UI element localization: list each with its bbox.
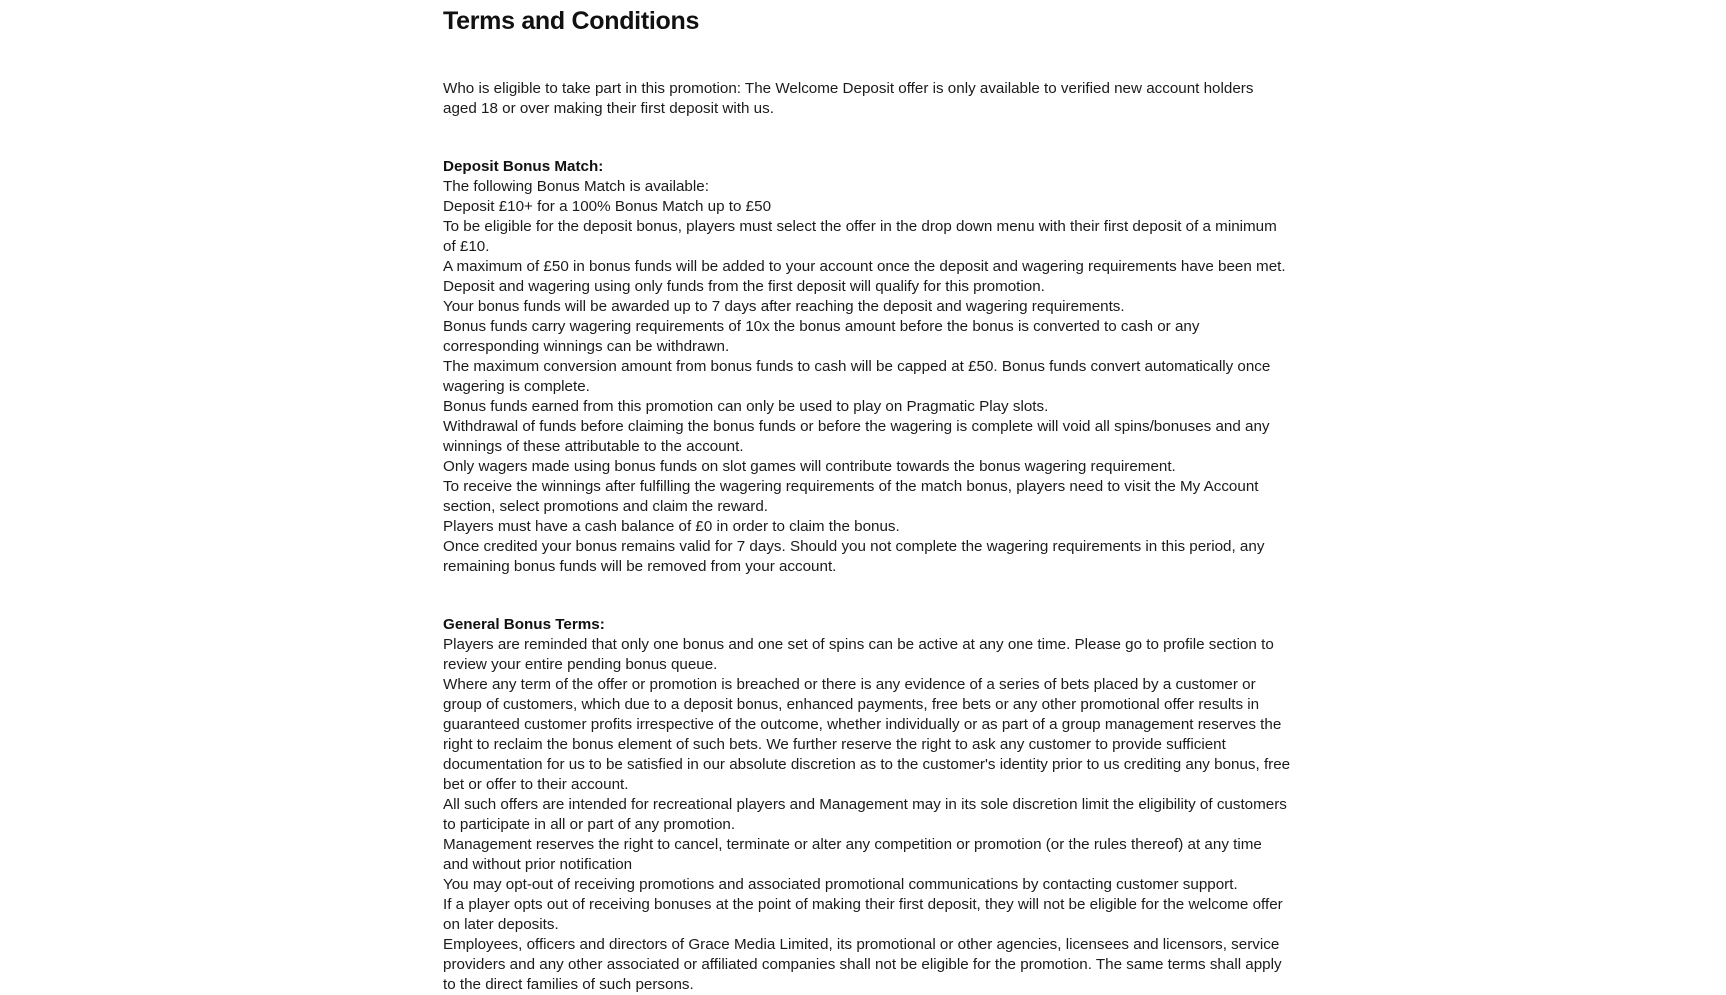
term-line: To be eligible for the deposit bonus, players must select the offer in the drop down menu with their first deposit of a minimum of £10. xyxy=(443,218,1277,256)
term-line: Players are reminded that only one bonus and one set of spins can be active at any one time. Please go to profile section to review your entire pending bonus queue. xyxy=(443,636,1274,674)
term-line: The following Bonus Match is available: xyxy=(443,178,709,196)
term-line: Bonus funds carry wagering requirements of 10x the bonus amount before the bonus is converted to cash or any corresponding winnings can be withdrawn. xyxy=(443,318,1200,356)
term-line: Deposit £10+ for a 100% Bonus Match up to £50 xyxy=(443,198,772,216)
section-deposit-bonus-match xyxy=(443,119,1293,577)
term-line: Your bonus funds will be awarded up to 7 days after reaching the deposit and wagering requirements. xyxy=(443,298,1125,316)
term-line: The maximum conversion amount from bonus funds to cash will be capped at £50. Bonus funds convert automatically once wagering is complete. xyxy=(443,358,1271,396)
terms-content-column xyxy=(443,0,1293,995)
term-line: Withdrawal of funds before claiming the bonus funds or before the wagering is complete will void all spins/bonuses and any winnings of these attributable to the account. xyxy=(443,418,1270,456)
term-line: Deposit and wagering using only funds from the first deposit will qualify for this promotion. xyxy=(443,278,1045,296)
term-line: Only wagers made using bonus funds on slot games will contribute towards the bonus wagering requirement. xyxy=(443,458,1176,476)
term-line: Where any term of the offer or promotion is breached or there is any evidence of a series of bets placed by a customer or group of customers, which due to a deposit bonus, enhanced payments, free bets or any other promotional offer results in guaranteed customer profits irrespective of the outcome, whether individually or as part of a group management reserves the right to reclaim the bonus element of such bets. We further reserve the right to ask any customer to provide sufficient documentation for us to be satisfied in our absolute discretion as to the customer's identity prior to us crediting any bonus, free bet or offer to their account. xyxy=(443,676,1291,794)
term-line: To receive the winnings after fulfilling the wagering requirements of the match bonus, players need to visit the My Account section, select promotions and claim the reward. xyxy=(443,478,1259,516)
term-line: Management reserves the right to cancel, terminate or alter any competition or promotion (or the rules thereof) at any time and without prior notification xyxy=(443,836,1262,874)
section-general-bonus-terms xyxy=(443,577,1293,995)
section-body-general-bonus-terms xyxy=(443,635,1293,995)
section-heading-deposit-bonus-match: Deposit Bonus Match: xyxy=(443,158,604,176)
term-line: If a player opts out of receiving bonuses at the point of making their first deposit, they will not be eligible for the welcome offer on later deposits. xyxy=(443,896,1283,934)
term-line: You may opt-out of receiving promotions and associated promotional communications by contacting customer support. xyxy=(443,876,1238,894)
term-line: Bonus funds earned from this promotion can only be used to play on Pragmatic Play slots. xyxy=(443,398,1049,416)
term-line: Players must have a cash balance of £0 in order to claim the bonus. xyxy=(443,518,900,536)
section-body-deposit-bonus-match xyxy=(443,177,1293,577)
term-line: Employees, officers and directors of Grace Media Limited, its promotional or other agencies, licensees and licensors, service providers and any other associated or affiliated companies shall not be eligible for the promotion. The same terms shall apply to the direct families of such persons. xyxy=(443,936,1282,994)
eligibility-intro-paragraph: Who is eligible to take part in this promotion: The Welcome Deposit offer is only available to verified new account holders aged 18 or over making their first deposit with us. xyxy=(443,80,1254,118)
term-line: A maximum of £50 in bonus funds will be added to your account once the deposit and wagering requirements have been met. xyxy=(443,258,1286,276)
section-heading-general-bonus-terms: General Bonus Terms: xyxy=(443,616,605,634)
term-line: All such offers are intended for recreational players and Management may in its sole discretion limit the eligibility of customers to participate in all or part of any promotion. xyxy=(443,796,1287,834)
term-line: Once credited your bonus remains valid for 7 days. Should you not complete the wagering requirements in this period, any remaining bonus funds will be removed from your account. xyxy=(443,538,1265,576)
page-title: Terms and Conditions xyxy=(443,7,700,35)
